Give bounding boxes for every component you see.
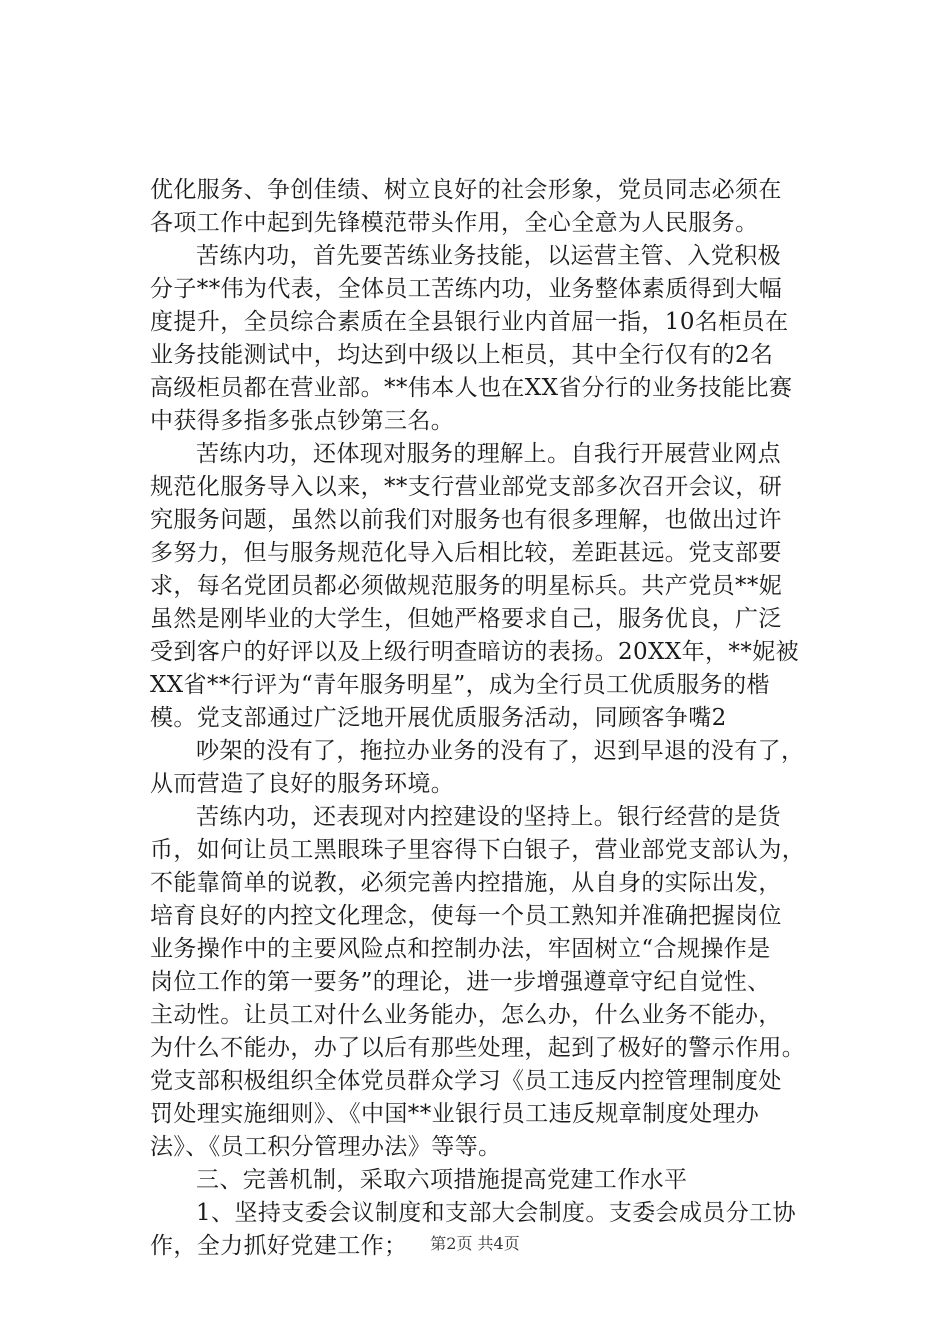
- text-line: 中获得多指多张点钞第三名。: [150, 408, 455, 434]
- text-line: 党支部积极组织全体党员群众学习《员工违反内控管理制度处: [150, 1068, 782, 1094]
- text-line: 培育良好的内控文化理念，使每一个员工熟知并准确把握岗位: [150, 903, 782, 929]
- document-body: [150, 174, 850, 1263]
- text-line: 优化服务、争创佳绩、树立良好的社会形象，党员同志必须在: [150, 177, 782, 203]
- text-line: 度提升，全员综合素质在全县银行业内首屈一指，10名柜员在: [150, 309, 789, 335]
- text-line: 三、完善机制，采取六项措施提高党建工作水平: [196, 1167, 688, 1193]
- text-line: XX省**行评为“青年服务明星”，成为全行员工优质服务的楷: [150, 672, 770, 698]
- text-line: 业务操作中的主要风险点和控制办法，牢固树立“合规操作是: [150, 936, 771, 962]
- text-line: 岗位工作的第一要务”的理论，进一步增强遵章守纪自觉性、: [150, 969, 771, 995]
- text-line: 币，如何让员工黑眼珠子里容得下白银子，营业部党支部认为，: [150, 837, 806, 863]
- text-line: 模。党支部通过广泛地开展优质服务活动，同顾客争嘴2: [150, 705, 727, 731]
- text-line: 作，全力抓好党建工作；: [150, 1233, 408, 1259]
- text-line: 罚处理实施细则》、《中国**业银行员工违反规章制度处理办: [150, 1101, 760, 1127]
- text-line: 多努力，但与服务规范化导入后相比较，差距甚远。党支部要: [150, 540, 782, 566]
- text-line: 苦练内功，首先要苦练业务技能，以运营主管、入党积极: [196, 243, 781, 269]
- text-line: 不能靠简单的说教，必须完善内控措施，从自身的实际出发，: [150, 870, 782, 896]
- text-line: 为什么不能办，办了以后有那些处理，起到了极好的警示作用。: [150, 1035, 806, 1061]
- page-footer: 第2页 共4页: [430, 1234, 520, 1253]
- text-line: 虽然是刚毕业的大学生，但她严格要求自己，服务优良，广泛: [150, 606, 782, 632]
- text-line: 主动性。让员工对什么业务能办，怎么办，什么业务不能办，: [150, 1002, 782, 1028]
- text-line: 究服务问题，虽然以前我们对服务也有很多理解，也做出过许: [150, 507, 782, 533]
- text-line: 苦练内功，还表现对内控建设的坚持上。银行经营的是货: [196, 804, 781, 830]
- text-line: 从而营造了良好的服务环境。: [150, 771, 455, 797]
- text-line: 各项工作中起到先锋模范带头作用，全心全意为人民服务。: [150, 210, 759, 236]
- text-line: 1、坚持支委会议制度和支部大会制度。支委会成员分工协: [196, 1200, 797, 1226]
- text-line: 求，每名党团员都必须做规范服务的明星标兵。共产党员**妮: [150, 573, 783, 599]
- text-line: 法》、《员工积分管理办法》等等。: [150, 1134, 502, 1160]
- text-line: 业务技能测试中，均达到中级以上柜员，其中全行仅有的2名: [150, 342, 774, 368]
- text-line: 吵架的没有了，拖拉办业务的没有了，迟到早退的没有了，: [196, 738, 805, 764]
- text-line: 高级柜员都在营业部。**伟本人也在XX省分行的业务技能比赛: [150, 375, 793, 401]
- text-line: 分子**伟为代表，全体员工苦练内功，业务整体素质得到大幅: [150, 276, 783, 302]
- text-line: 受到客户的好评以及上级行明查暗访的表扬。20XX年，**妮被: [150, 639, 800, 665]
- text-line: 规范化服务导入以来，**支行营业部党支部多次召开会议，研: [150, 474, 783, 500]
- text-line: 苦练内功，还体现对服务的理解上。自我行开展营业网点: [196, 441, 781, 467]
